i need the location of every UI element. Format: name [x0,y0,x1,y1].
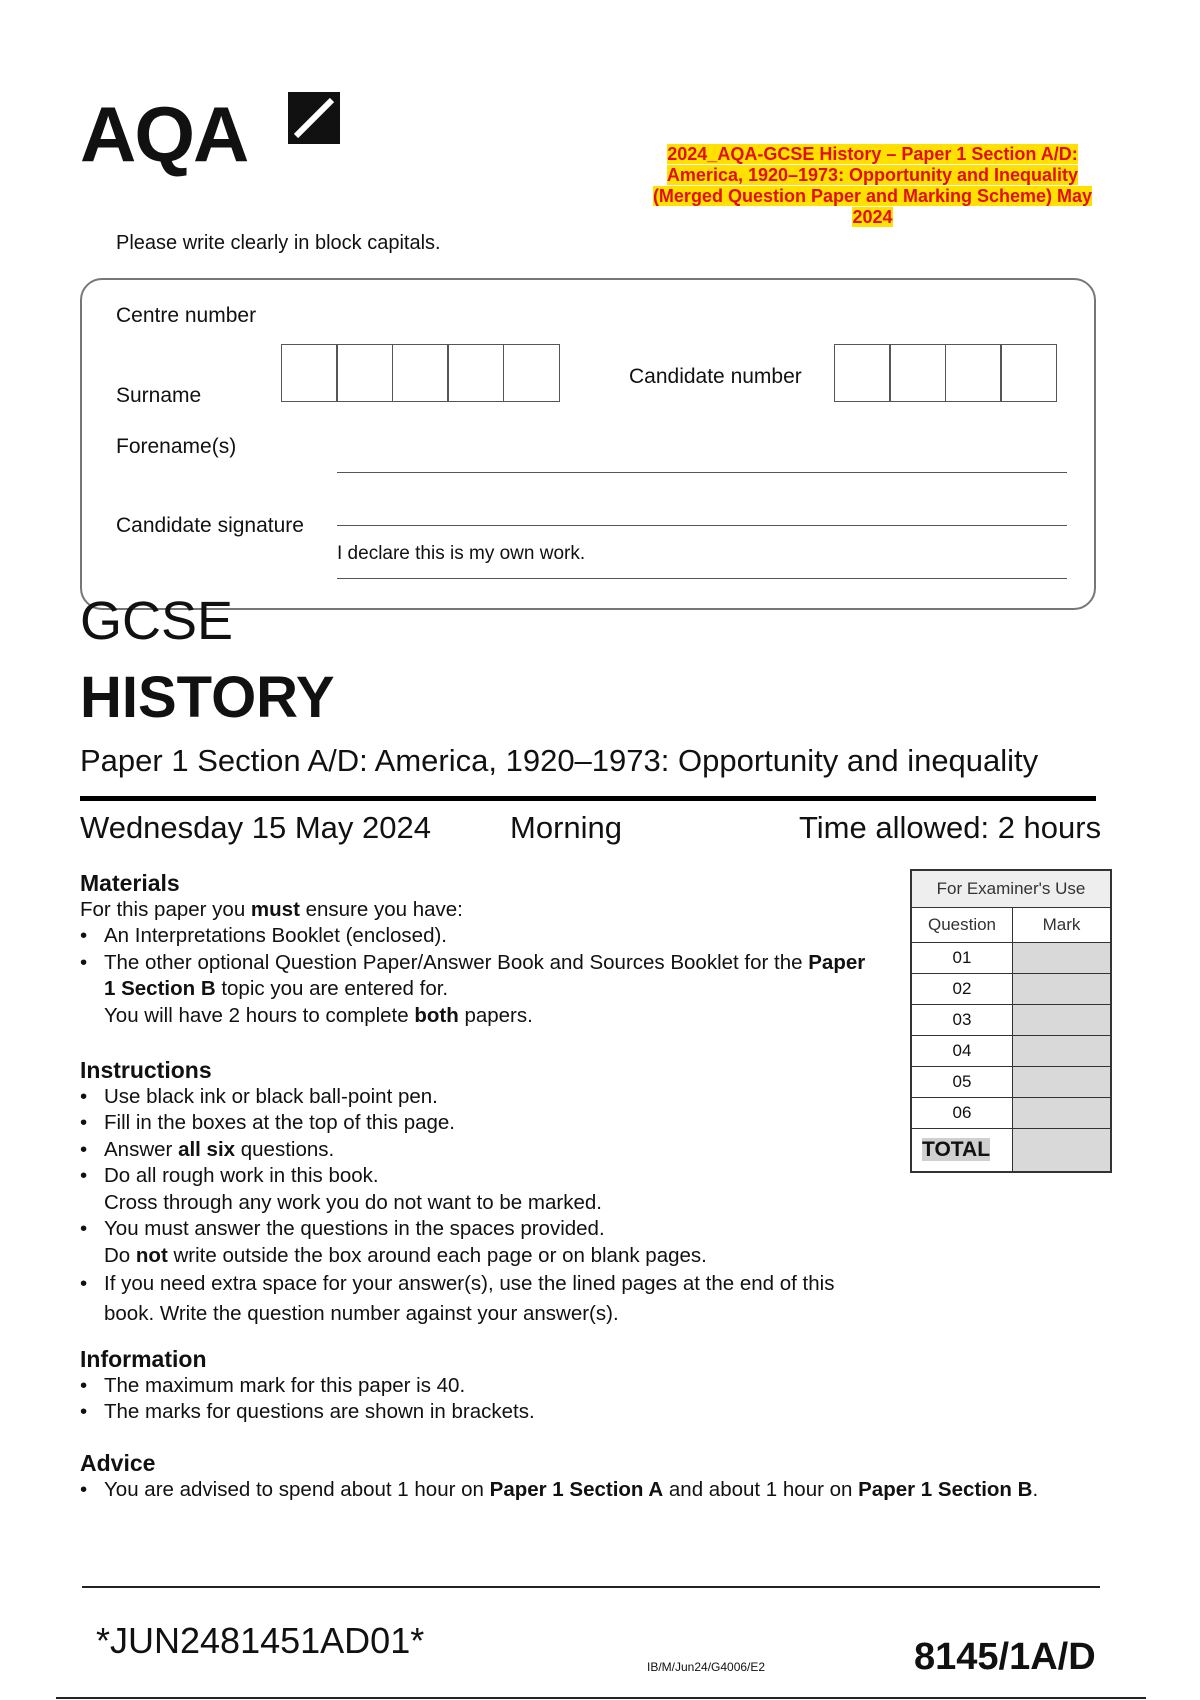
mark-column-header: Mark [1013,908,1112,943]
mark-cell [1013,1067,1112,1098]
centre-digit-box[interactable] [503,344,560,402]
page-bottom-rule [56,1697,1146,1699]
exam-date: Wednesday 15 May 2024 [80,810,431,845]
question-number: 05 [911,1067,1013,1098]
question-number: 02 [911,974,1013,1005]
mark-cell [1013,974,1112,1005]
qualification-level: GCSE [80,591,234,651]
candidate-number-boxes[interactable] [835,344,1057,402]
information-section [80,1346,880,1426]
instruction-item: • Do all rough work in this book. Cross through any work you do not want to be marked. [80,1163,890,1216]
forenames-line[interactable] [337,472,1067,473]
instruction-item: • You must answer the questions in the spaces provided. Do not write outside the box around each page or on blank pages. [80,1216,890,1269]
subject-title: HISTORY [80,665,335,730]
question-column-header: Question [911,908,1013,943]
materials-item: • An Interpretations Booklet (enclosed). [80,923,880,950]
instruction-item: • Answer all six questions. [80,1137,890,1164]
materials-intro: For this paper you must ensure you have: [80,897,463,921]
mark-cell [1013,1036,1112,1067]
instructions-section [80,1057,890,1329]
document-banner [640,144,1105,228]
candidate-number-label: Candidate number [629,365,802,388]
instructions-heading: Instructions [80,1057,212,1083]
title-rule [80,796,1096,801]
question-number: 04 [911,1036,1013,1067]
instruction-item: • Fill in the boxes at the top of this page. [80,1110,890,1137]
forenames-label: Forename(s) [116,435,237,458]
signature-label: Candidate signature [116,514,304,537]
centre-digit-box[interactable] [392,344,449,402]
time-allowed: Time allowed: 2 hours [799,810,1102,845]
advice-section [80,1450,1120,1503]
paper-title: Paper 1 Section A/D: America, 1920–1973: Opportunity and inequality [80,743,1039,778]
candidate-digit-box[interactable] [834,344,891,402]
materials-section [80,870,880,1029]
information-item: • The marks for questions are shown in brackets. [80,1399,880,1426]
mark-cell [1013,1005,1112,1036]
materials-item: • The other optional Question Paper/Answer Book and Sources Booklet for the Paper 1 Section B topic you are entered for. You will have 2 hours to complete both papers. [80,950,880,1030]
declaration-line [337,578,1067,579]
centre-digit-box[interactable] [281,344,338,402]
candidate-digit-box[interactable] [1000,344,1057,402]
information-item: • The maximum mark for this paper is 40. [80,1373,880,1400]
examiner-use-table [910,869,1112,1173]
candidate-digit-box[interactable] [945,344,1002,402]
banner-text: 2024_AQA-GCSE History – Paper 1 Section A/D: America, 1920–1973: Opportunity and Inequality (Merged Question Paper and Marking Scheme) May 2024 [652,144,1093,227]
information-heading: Information [80,1346,207,1372]
declaration-text: I declare this is my own work. [337,543,586,564]
aqa-logo: AQA [80,90,248,178]
footer-rule [82,1586,1100,1588]
total-label: TOTAL [911,1129,1013,1173]
instruction-item: • Use black ink or black ball-point pen. [80,1084,890,1111]
paper-code: 8145/1A/D [914,1636,1096,1678]
mark-cell [1013,943,1112,974]
block-capitals-instruction: Please write clearly in block capitals. [116,232,441,254]
mark-cell [1013,1098,1112,1129]
centre-digit-box[interactable] [336,344,393,402]
candidate-digit-box[interactable] [889,344,946,402]
barcode-text: *JUN2481451AD01* [96,1620,425,1661]
exam-session: Morning [510,810,622,845]
centre-digit-box[interactable] [447,344,504,402]
advice-item: • You are advised to spend about 1 hour on Paper 1 Section A and about 1 hour on Paper 1 Section B. [80,1477,1120,1504]
centre-number-boxes[interactable] [282,344,560,402]
reference-code: IB/M/Jun24/G4006/E2 [647,1660,766,1674]
signature-line[interactable] [337,525,1067,526]
surname-label: Surname [116,384,202,407]
advice-heading: Advice [80,1450,156,1476]
question-number: 01 [911,943,1013,974]
aqa-logo-mark-icon [286,90,342,146]
examiner-table-title: For Examiner's Use [911,870,1111,908]
instruction-item: • If you need extra space for your answer(s), use the lined pages at the end of this book. Write the question number against your answer(s). [80,1269,890,1329]
materials-heading: Materials [80,870,180,896]
question-number: 03 [911,1005,1013,1036]
centre-number-label: Centre number [116,304,257,327]
total-mark-cell [1013,1129,1112,1173]
question-number: 06 [911,1098,1013,1129]
